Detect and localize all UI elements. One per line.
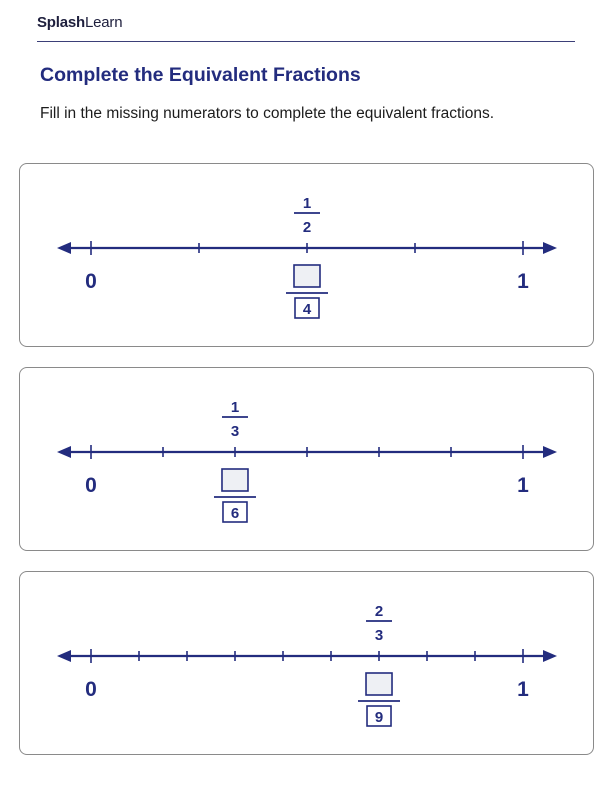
problem-2-answer-denominator: 6	[230, 505, 240, 522]
problem-3-start-label: 0	[85, 678, 97, 701]
problem-2-given-denominator: 3	[230, 423, 240, 440]
logo-splash: Splash	[37, 14, 85, 31]
problem-1-start-label: 0	[85, 270, 97, 293]
problem-2-given-numerator: 1	[230, 399, 240, 416]
problem-3-given-denominator: 3	[374, 627, 384, 644]
problem-2-left-arrow-icon	[57, 446, 71, 458]
problem-1-numerator-answer-box[interactable]	[294, 265, 320, 287]
problem-3-given-numerator: 2	[374, 603, 384, 620]
problem-3-left-arrow-icon	[57, 650, 71, 662]
problem-2-start-label: 0	[85, 474, 97, 497]
problem-1-end-label: 1	[517, 270, 529, 293]
problem-1-right-arrow-icon	[543, 242, 557, 254]
problem-2-end-label: 1	[517, 474, 529, 497]
logo	[37, 14, 122, 31]
problem-3-right-arrow-icon	[543, 650, 557, 662]
number-line-2	[20, 368, 593, 550]
problem-1-left-arrow-icon	[57, 242, 71, 254]
problem-card-2	[19, 367, 594, 551]
problem-card-3	[19, 571, 594, 755]
problem-3-end-label: 1	[517, 678, 529, 701]
problem-2-right-arrow-icon	[543, 446, 557, 458]
number-line-3	[20, 572, 593, 754]
worksheet-title: Complete the Equivalent Fractions	[40, 64, 361, 86]
problem-2-numerator-answer-box[interactable]	[222, 469, 248, 491]
logo-learn: Learn	[84, 14, 123, 31]
problem-1-answer-denominator: 4	[302, 301, 312, 318]
problem-3-answer-denominator: 9	[374, 709, 384, 726]
problem-1-given-denominator: 2	[302, 219, 312, 236]
worksheet-instructions: Fill in the missing numerators to complete the equivalent fractions.	[40, 105, 495, 122]
problem-card-1	[19, 163, 594, 347]
problem-3-numerator-answer-box[interactable]	[366, 673, 392, 695]
problem-1-given-numerator: 1	[302, 195, 312, 212]
number-line-1	[20, 164, 593, 346]
header-divider	[37, 41, 575, 42]
